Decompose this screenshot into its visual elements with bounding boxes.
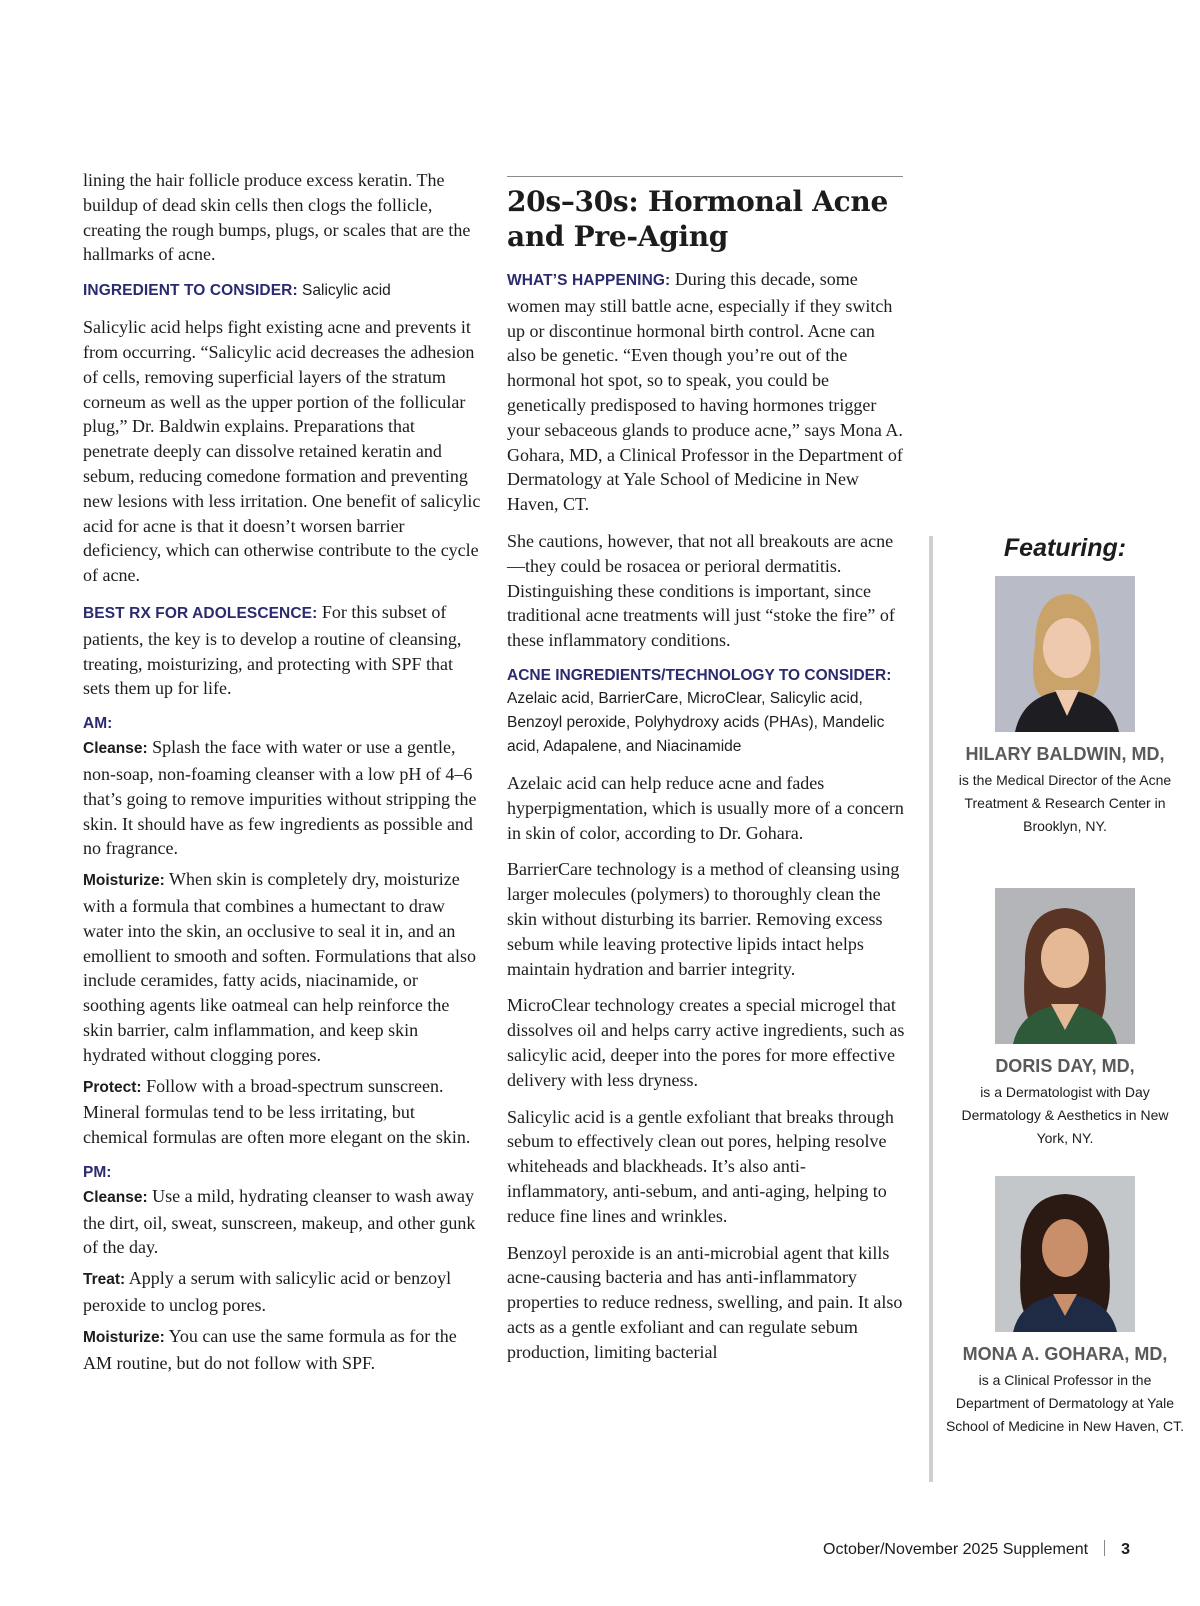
am-protect-label: Protect: — [83, 1078, 142, 1096]
portrait-baldwin-icon — [995, 576, 1135, 732]
section-heading: 20s–30s: Hormonal Acne and Pre-Aging — [507, 185, 888, 253]
pm-moisturize — [83, 1324, 483, 1376]
expert-desc-day: is a Dermatologist with Day Dermatology & Aesthetics in New York, NY. — [961, 1084, 1169, 1146]
pm-treat-text: Apply a serum with salicylic acid or benzoyl peroxide to unclog pores. — [83, 1268, 452, 1316]
am-moisturize — [83, 867, 483, 1067]
expert-desc-baldwin: is the Medical Director of the Acne Treatment & Research Center in Brooklyn, NY. — [958, 772, 1172, 834]
pm-treat — [83, 1266, 483, 1318]
pm-treat-label: Treat: — [83, 1271, 126, 1289]
issue-label: October/November 2025 Supplement — [823, 1541, 1089, 1558]
azelaic-paragraph: Azelaic acid can help reduce acne and fades hyperpigmentation, which is usually more of a concern in skin of color, according to Dr. Gohara. — [507, 772, 904, 843]
portrait-day-icon — [995, 888, 1135, 1044]
pm-moisturize-text: You can use the same formula as for the AM routine, but do not follow with SPF. — [83, 1325, 457, 1373]
body-paragraph-salicylic: Salicylic acid helps fight existing acne and prevents it from occurring. “Salicylic acid decreases the adhesion of cells, removing superficial layers of the stratum corneum as well as the upper portion of the follicular plug,” Dr. Baldwin explains. Preparations that penetrate deeply can dissolve retained keratin and sebum, reducing comedone formation and preventing new lesions with less irritation. One benefit of salicylic acid for acne is that it doesn’t worsen barrier deficiency, which can otherwise contribute to the cycle of acne. — [83, 317, 481, 586]
am-heading: AM: — [83, 715, 113, 733]
left-column — [83, 168, 483, 1387]
pm-cleanse-label: Cleanse: — [83, 1188, 148, 1206]
expert-card-day — [945, 888, 1185, 1150]
whats-happening-paragraph — [507, 267, 907, 517]
pm-cleanse-text: Use a mild, hydrating cleanser to wash away the dirt, oil, sweat, sunscreen, makeup, and other gunk of the day. — [83, 1185, 476, 1258]
expert-name-day: DORIS DAY, MD, — [995, 1056, 1135, 1076]
portrait-gohara-icon — [995, 1176, 1135, 1332]
best-rx-paragraph — [83, 600, 483, 701]
expert-card-baldwin — [945, 576, 1185, 838]
expert-desc-gohara: is a Clinical Professor in the Department of Dermatology at Yale School of Medicine in New Haven, CT. — [945, 1372, 1185, 1434]
expert-name-baldwin: HILARY BALDWIN, MD, — [965, 744, 1165, 764]
benzoyl-paragraph: Benzoyl peroxide is an anti-microbial agent that kills acne-causing bacteria and has anti-inflammatory properties to reduce redness, swelling, and pain. It also acts as a gentle exfoliant and can regulate sebum production, limiting bacterial — [507, 1242, 903, 1362]
am-protect — [83, 1074, 483, 1150]
am-cleanse — [83, 735, 483, 861]
microclear-paragraph: MicroClear technology creates a special microgel that dissolves oil and helps carry active ingredients, such as salicylic acid, deeper into the pores for more effective delivery with less dryness. — [507, 995, 905, 1090]
ingredient-to-consider — [83, 279, 483, 303]
pm-heading: PM: — [83, 1163, 112, 1181]
sidebar-divider — [929, 536, 933, 1482]
page-footer — [823, 1540, 1130, 1559]
expert-card-gohara — [945, 1176, 1185, 1438]
whats-happening-label: WHAT’S HAPPENING: — [507, 272, 671, 289]
ingredient-label: INGREDIENT TO CONSIDER: — [83, 282, 298, 300]
portrait-gohara — [995, 1176, 1135, 1332]
footer-divider — [1104, 1540, 1105, 1556]
am-protect-text: Follow with a broad-spectrum sunscreen. Mineral formulas tend to be less irritating, but chemical formulas are often more elegant on the skin. — [83, 1075, 471, 1148]
featuring-title: Featuring: — [1003, 534, 1127, 562]
ingredients-technology-label: ACNE INGREDIENTS/TECHNOLOGY TO CONSIDER: — [507, 666, 892, 684]
caution-paragraph: She cautions, however, that not all breakouts are acne—they could be rosacea or perioral dermatitis. Distinguishing these conditions is important, since traditional acne treatments will just “stoke the fire” of these inflammatory conditions. — [507, 530, 895, 651]
pm-moisturize-label: Moisturize: — [83, 1328, 165, 1346]
middle-column — [507, 172, 907, 1376]
pm-cleanse — [83, 1184, 483, 1260]
am-moisturize-text: When skin is completely dry, moisturize with a formula that combines a humectant to draw water into the skin, an occlusive to seal it in, and an emollient to smooth and soften. Formulations that also include ceramides, fatty acids, niacinamide, or soothing agents like oatmeal can help reinforce the skin barrier, calm inflammation, and keep skin hydrated without clogging pores. — [83, 869, 476, 1065]
best-rx-text: For this subset of patients, the key is to develop a routine of cleansing, treating, moisturizing, and protecting with SPF that sets them up for life. — [83, 601, 462, 699]
barriercare-paragraph: BarrierCare technology is a method of cleansing using larger molecules (polymers) to thoroughly clean the skin without disturbing its barrier. Removing excess sebum while leaving protective lipids intact helps maintain hydration and barrier integrity. — [507, 859, 900, 979]
best-rx-label: BEST RX FOR ADOLESCENCE: — [83, 604, 318, 622]
am-cleanse-text: Splash the face with water or use a gentle, non-soap, non-foaming cleanser with a low pH of 4–6 that’s going to remove impurities without stripping the skin. It should have as few ingredients as possible and no fragrance. — [83, 737, 477, 859]
portrait-day — [995, 888, 1135, 1044]
body-paragraph-intro: lining the hair follicle produce excess keratin. The buildup of dead skin cells then clogs the follicle, creating the rough bumps, plugs, or scales that are the hallmarks of acne. — [83, 170, 471, 265]
whats-happening-text: During this decade, some women may still battle acne, especially if they switch up or discontinue hormonal birth control. Acne can also be genetic. “Even though you’re out of the hormonal hot spot, so to speak, you could be genetically predisposed to having hormones trigger your sebaceous glands to produce acne,” says Mona A. Gohara, MD, a Clinical Professor in the Department of Dermatology at Yale School of Medicine in New Haven, CT. — [507, 269, 903, 515]
am-moisturize-label: Moisturize: — [83, 872, 165, 890]
portrait-baldwin — [995, 576, 1135, 732]
page-number: 3 — [1121, 1541, 1130, 1558]
salicylic-paragraph: Salicylic acid is a gentle exfoliant that breaks through sebum to effectively clean out pores, helping resolve whiteheads and blackheads. It’s also anti-inflammatory, anti-sebum, and anti-aging, helping to reduce fine lines and wrinkles. — [507, 1106, 894, 1226]
ingredient-value: Salicylic acid — [302, 282, 391, 300]
am-cleanse-label: Cleanse: — [83, 740, 148, 758]
expert-name-gohara: MONA A. GOHARA, MD, — [962, 1344, 1168, 1364]
ingredients-list: Azelaic acid, BarrierCare, MicroClear, Salicylic acid, Benzoyl peroxide, Polyhydroxy acids (PHAs), Mandelic acid, Adapalene, and Niacinamide — [507, 689, 885, 755]
